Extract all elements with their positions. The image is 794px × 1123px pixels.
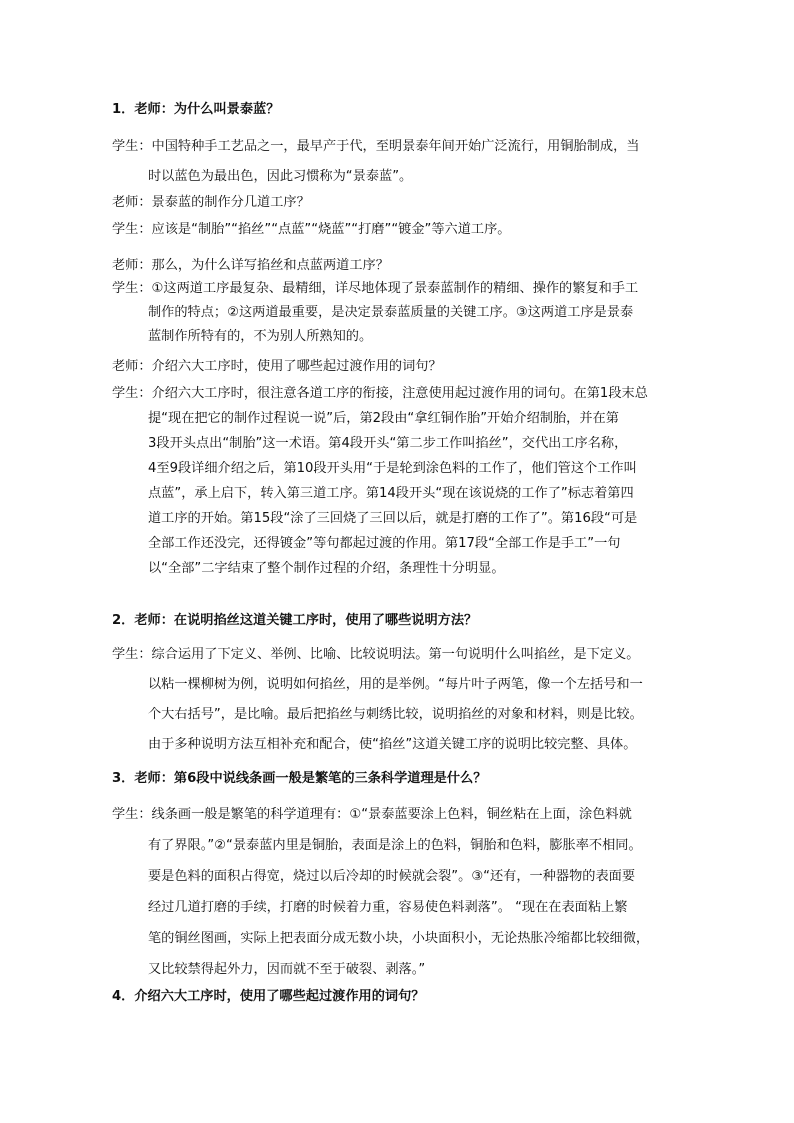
- dialog-line: 老师：介绍六大工序时，使用了哪些起过渡作用的词句？: [112, 359, 442, 374]
- question-2: 2．老师：在说明掐丝这道关键工序时，使用了哪些说明方法？: [112, 613, 478, 628]
- dialog-1-4: [112, 255, 389, 277]
- dialog-line: 笔的铜丝图画，实际上把表面分成无数小块，小块面积小，无论热胀冷缩都比较细微，: [148, 931, 650, 946]
- dialog-line: 4至9段详细介绍之后，第10段开头用“于是轮到涂色料的工作了，他们管这个工作叫: [148, 461, 637, 476]
- dialog-2-1: [112, 644, 643, 756]
- question-3: 3．老师：第6段中说线条画一般是繁笔的三条科学道理是什么？: [112, 771, 487, 786]
- dialog-line: 蓝制作所特有的，不为别人所熟知的。: [148, 329, 373, 344]
- question-1: 1．老师：为什么叫景泰蓝？: [112, 102, 280, 117]
- dialog-line: 要是色料的面积占得宽，烧过以后冷却的时候就会裂”。③“还有，一种器物的表面要: [148, 869, 636, 884]
- dialog-line: 学生：应该是“制胎”“掐丝”“点蓝”“烧蓝”“打磨”“镀金”等六道工序。: [112, 222, 511, 237]
- dialog-line: 又比较禁得起外力，因而就不至于破裂、剥落。”: [148, 962, 426, 977]
- dialog-line: 老师：那么，为什么详写掐丝和点蓝两道工序？: [112, 258, 389, 273]
- dialog-line: 学生：综合运用了下定义、举例、比喻、比较说明法。第一句说明什么叫掐丝，是下定义。: [112, 647, 640, 662]
- dialog-line: 学生：介绍六大工序时，很注意各道工序的衔接，注意使用起过渡作用的词句。在第1段末总: [112, 386, 648, 401]
- dialog-1-1: [112, 136, 640, 188]
- dialog-1-6: [112, 356, 442, 378]
- dialog-3-1: [112, 804, 649, 981]
- dialog-1-7: [112, 383, 648, 580]
- dialog-line: 3段开头点出“制胎”这一术语。第4段开头“第二步工作叫掐丝”，交代出工序名称，: [148, 436, 628, 451]
- dialog-line: 提“现在把它的制作过程说一说”后，第2段由“拿红铜作胎”开始介绍制胎，并在第: [148, 411, 619, 426]
- dialog-line: 以“全部”二字结束了整个制作过程的介绍，条理性十分明显。: [148, 561, 505, 576]
- dialog-1-2: [112, 192, 310, 214]
- dialog-line: 以粘一棵柳树为例，说明如何掐丝，用的是举例。“每片叶子两笔，像一个左括号和一: [148, 677, 643, 692]
- question-4: 4．介绍六大工序时，使用了哪些起过渡作用的词句？: [112, 989, 425, 1004]
- dialog-1-5: [112, 278, 638, 348]
- dialog-line: 有了界限。”②“景泰蓝内里是铜胎，表面是涂上的色料，铜胎和色料，膨胀率不相同。: [148, 838, 642, 853]
- dialog-line: 点蓝”，承上启下，转入第三道工序。第14段开头“现在该说烧的工作了”标志着第四: [148, 486, 634, 501]
- dialog-1-3: [112, 219, 510, 241]
- dialog-line: 经过几道打磨的手续，打磨的时候着力重，容易使色料剥落”。 “现在在表面粘上繁: [148, 900, 628, 915]
- dialog-line: 个大右括号”，是比喻。最后把掐丝与刺绣比较，说明掐丝的对象和材料，则是比较。: [148, 707, 643, 722]
- dialog-line: 学生：线条画一般是繁笔的科学道理有：①“景泰蓝要涂上色料，铜丝粘在上面，涂色料就: [112, 807, 632, 822]
- dialog-line: 时以蓝色为最出色，因此习惯称为“景泰蓝”。: [148, 169, 413, 184]
- dialog-line: 道工序的开始。第15段“涂了三回烧了三回以后，就是打磨的工作了”。第16段“可是: [148, 511, 638, 526]
- dialog-line: 学生：①这两道工序最复杂、最精细，详尽地体现了景泰蓝制作的精细、操作的繁复和手工: [112, 281, 639, 296]
- dialog-line: 学生：中国特种手工艺品之一，最早产于代，至明景泰年间开始广泛流行，用铜胎制成，当: [112, 139, 640, 154]
- dialog-line: 由于多种说明方法互相补充和配合，使“掐丝”这道关键工序的说明比较完整、具体。: [148, 737, 637, 752]
- dialog-line: 全部工作还没完，还得镀金”等句都起过渡的作用。第17段“全部工作是手工”一句: [148, 536, 621, 551]
- dialog-line: 制作的特点；②这两道最重要，是决定景泰蓝质量的关键工序。③这两道工序是景泰: [148, 305, 634, 320]
- dialog-line: 老师：景泰蓝的制作分几道工序？: [112, 195, 310, 210]
